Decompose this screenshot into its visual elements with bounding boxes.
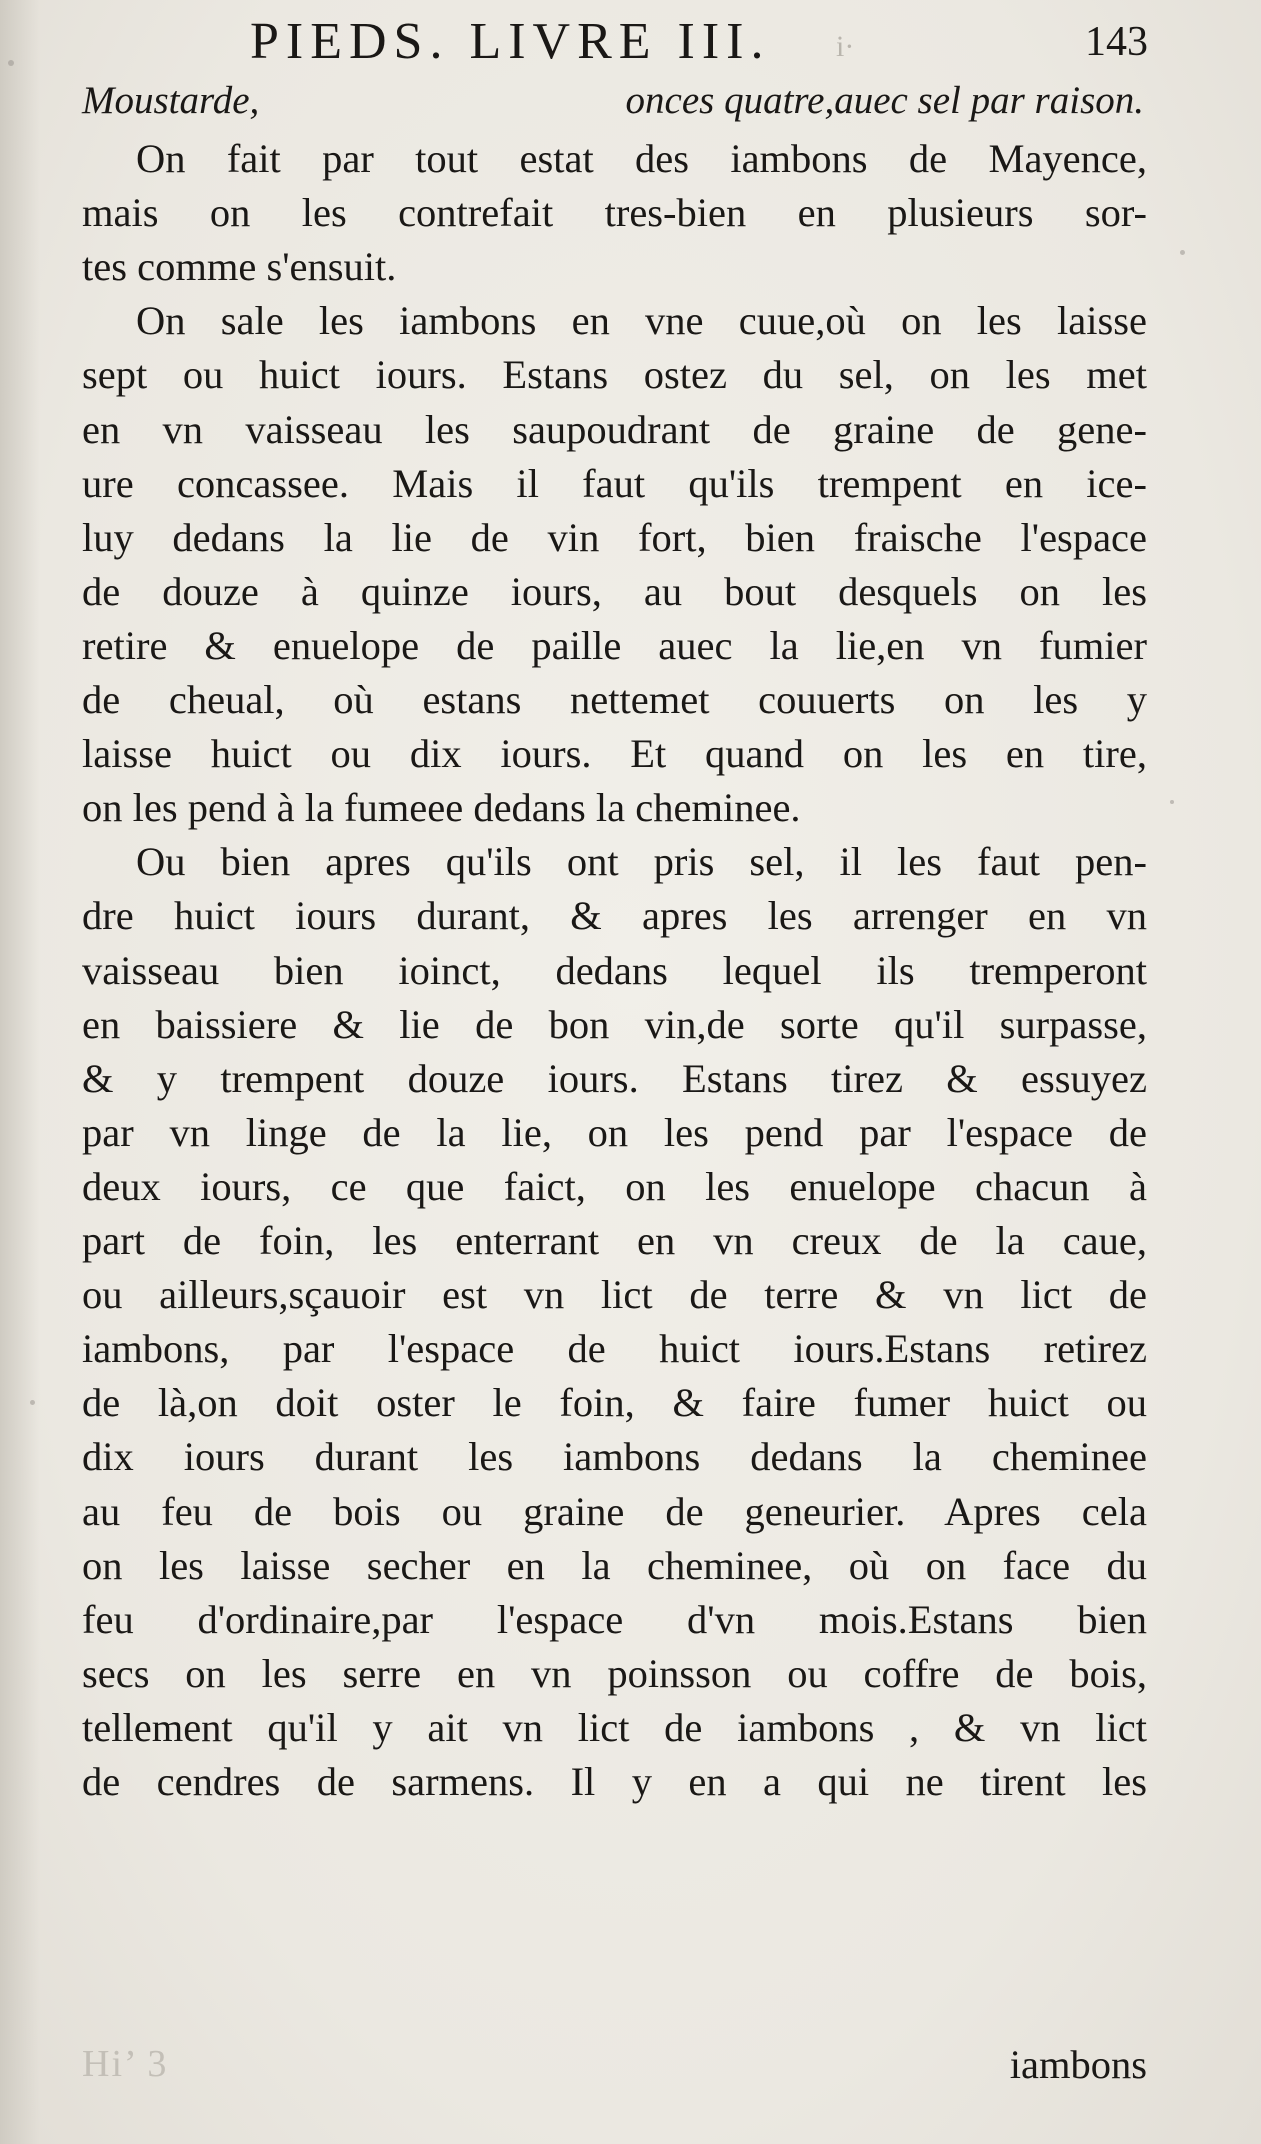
text-line: iambons, par l'espace de huict iours.Estans retirez (82, 1326, 1147, 1372)
text-line: en baissiere & lie de bon vin,de sorte qu'il surpasse, (82, 1001, 1147, 1047)
text-line: laisse huict ou dix iours. Et quand on les en tire, (82, 731, 1147, 777)
text-line: on les laisse secher en la cheminee, où on face du (82, 1542, 1147, 1588)
text-line: tes comme s'ensuit. (82, 244, 397, 290)
text-line: au feu de bois ou graine de geneurier. Apres cela (82, 1488, 1147, 1534)
caption-left: Moustarde, (82, 79, 260, 122)
ingredient-caption (82, 78, 1144, 130)
text-line: en vn vaisseau les saupoudrant de graine de gene- (82, 406, 1147, 452)
catchword: iambons (1009, 2042, 1147, 2087)
paper-speck (8, 60, 14, 66)
text-line: de douze à quinze iours, au bout desquels on les (82, 568, 1147, 614)
text-line: sept ou huict iours. Estans ostez du sel, on les met (82, 352, 1147, 398)
running-head (68, 12, 1148, 74)
text-line: retire & enuelope de paille auec la lie,en vn fumier (82, 622, 1147, 668)
text-line: feu d'ordinaire,par l'espace d'vn mois.Estans bien (82, 1596, 1147, 1642)
paper-speck (1170, 800, 1174, 804)
text-line: dix iours durant les iambons dedans la cheminee (82, 1434, 1147, 1480)
paper-speck (1180, 250, 1185, 255)
text-line: on les pend à la fumeee dedans la cheminee. (82, 785, 801, 831)
running-head-title: PIEDS. LIVRE III. (250, 13, 771, 70)
text-line: ure concassee. Mais il faut qu'ils trempent en ice- (82, 460, 1147, 506)
text-line: & y trempent douze iours. Estans tirez & essuyez (82, 1055, 1147, 1101)
text-line: On sale les iambons en vne cuue,où on les laisse (136, 298, 1147, 344)
text-line: mais on les contrefait tres-bien en plusieurs sor- (82, 190, 1147, 236)
text-line: tellement qu'il y ait vn lict de iambons , & vn lict (82, 1704, 1147, 1750)
running-head-stray-mark: i· (836, 30, 855, 63)
text-line: part de foin, les enterrant en vn creux de la caue, (82, 1218, 1147, 1263)
text-line: par vn linge de la lie, on les pend par l'espace de (82, 1109, 1147, 1155)
text-line: Ou bien apres qu'ils ont pris sel, il les faut pen- (136, 839, 1147, 885)
paper-speck (30, 1400, 35, 1405)
text-line: On fait par tout estat des iambons de Mayence, (136, 136, 1147, 181)
text-line: de cendres de sarmens. Il y en a qui ne tirent les (82, 1759, 1147, 1804)
text-line: deux iours, ce que faict, on les enuelope chacun à (82, 1163, 1147, 1209)
signature-mark: Hi’ 3 (82, 2043, 169, 2085)
text-line: secs on les serre en vn poinsson ou coffre de bois, (82, 1650, 1147, 1696)
text-line: luy dedans la lie de vin fort, bien fraische l'espace (82, 514, 1147, 560)
text-line: de là,on doit oster le foin, & faire fumer huict ou (82, 1380, 1147, 1426)
text-line: vaisseau bien ioinct, dedans lequel ils tremperont (82, 947, 1147, 993)
text-line: de cheual, où estans nettemet couuerts on les y (82, 677, 1147, 722)
caption-right: onces quatre,auec sel par raison. (625, 79, 1144, 122)
page-number: 143 (1085, 19, 1148, 65)
gutter-shadow (0, 0, 40, 2144)
text-line: dre huict iours durant, & apres les arrenger en vn (82, 893, 1147, 939)
text-line: ou ailleurs,sçauoir est vn lict de terre & vn lict de (82, 1272, 1147, 1318)
